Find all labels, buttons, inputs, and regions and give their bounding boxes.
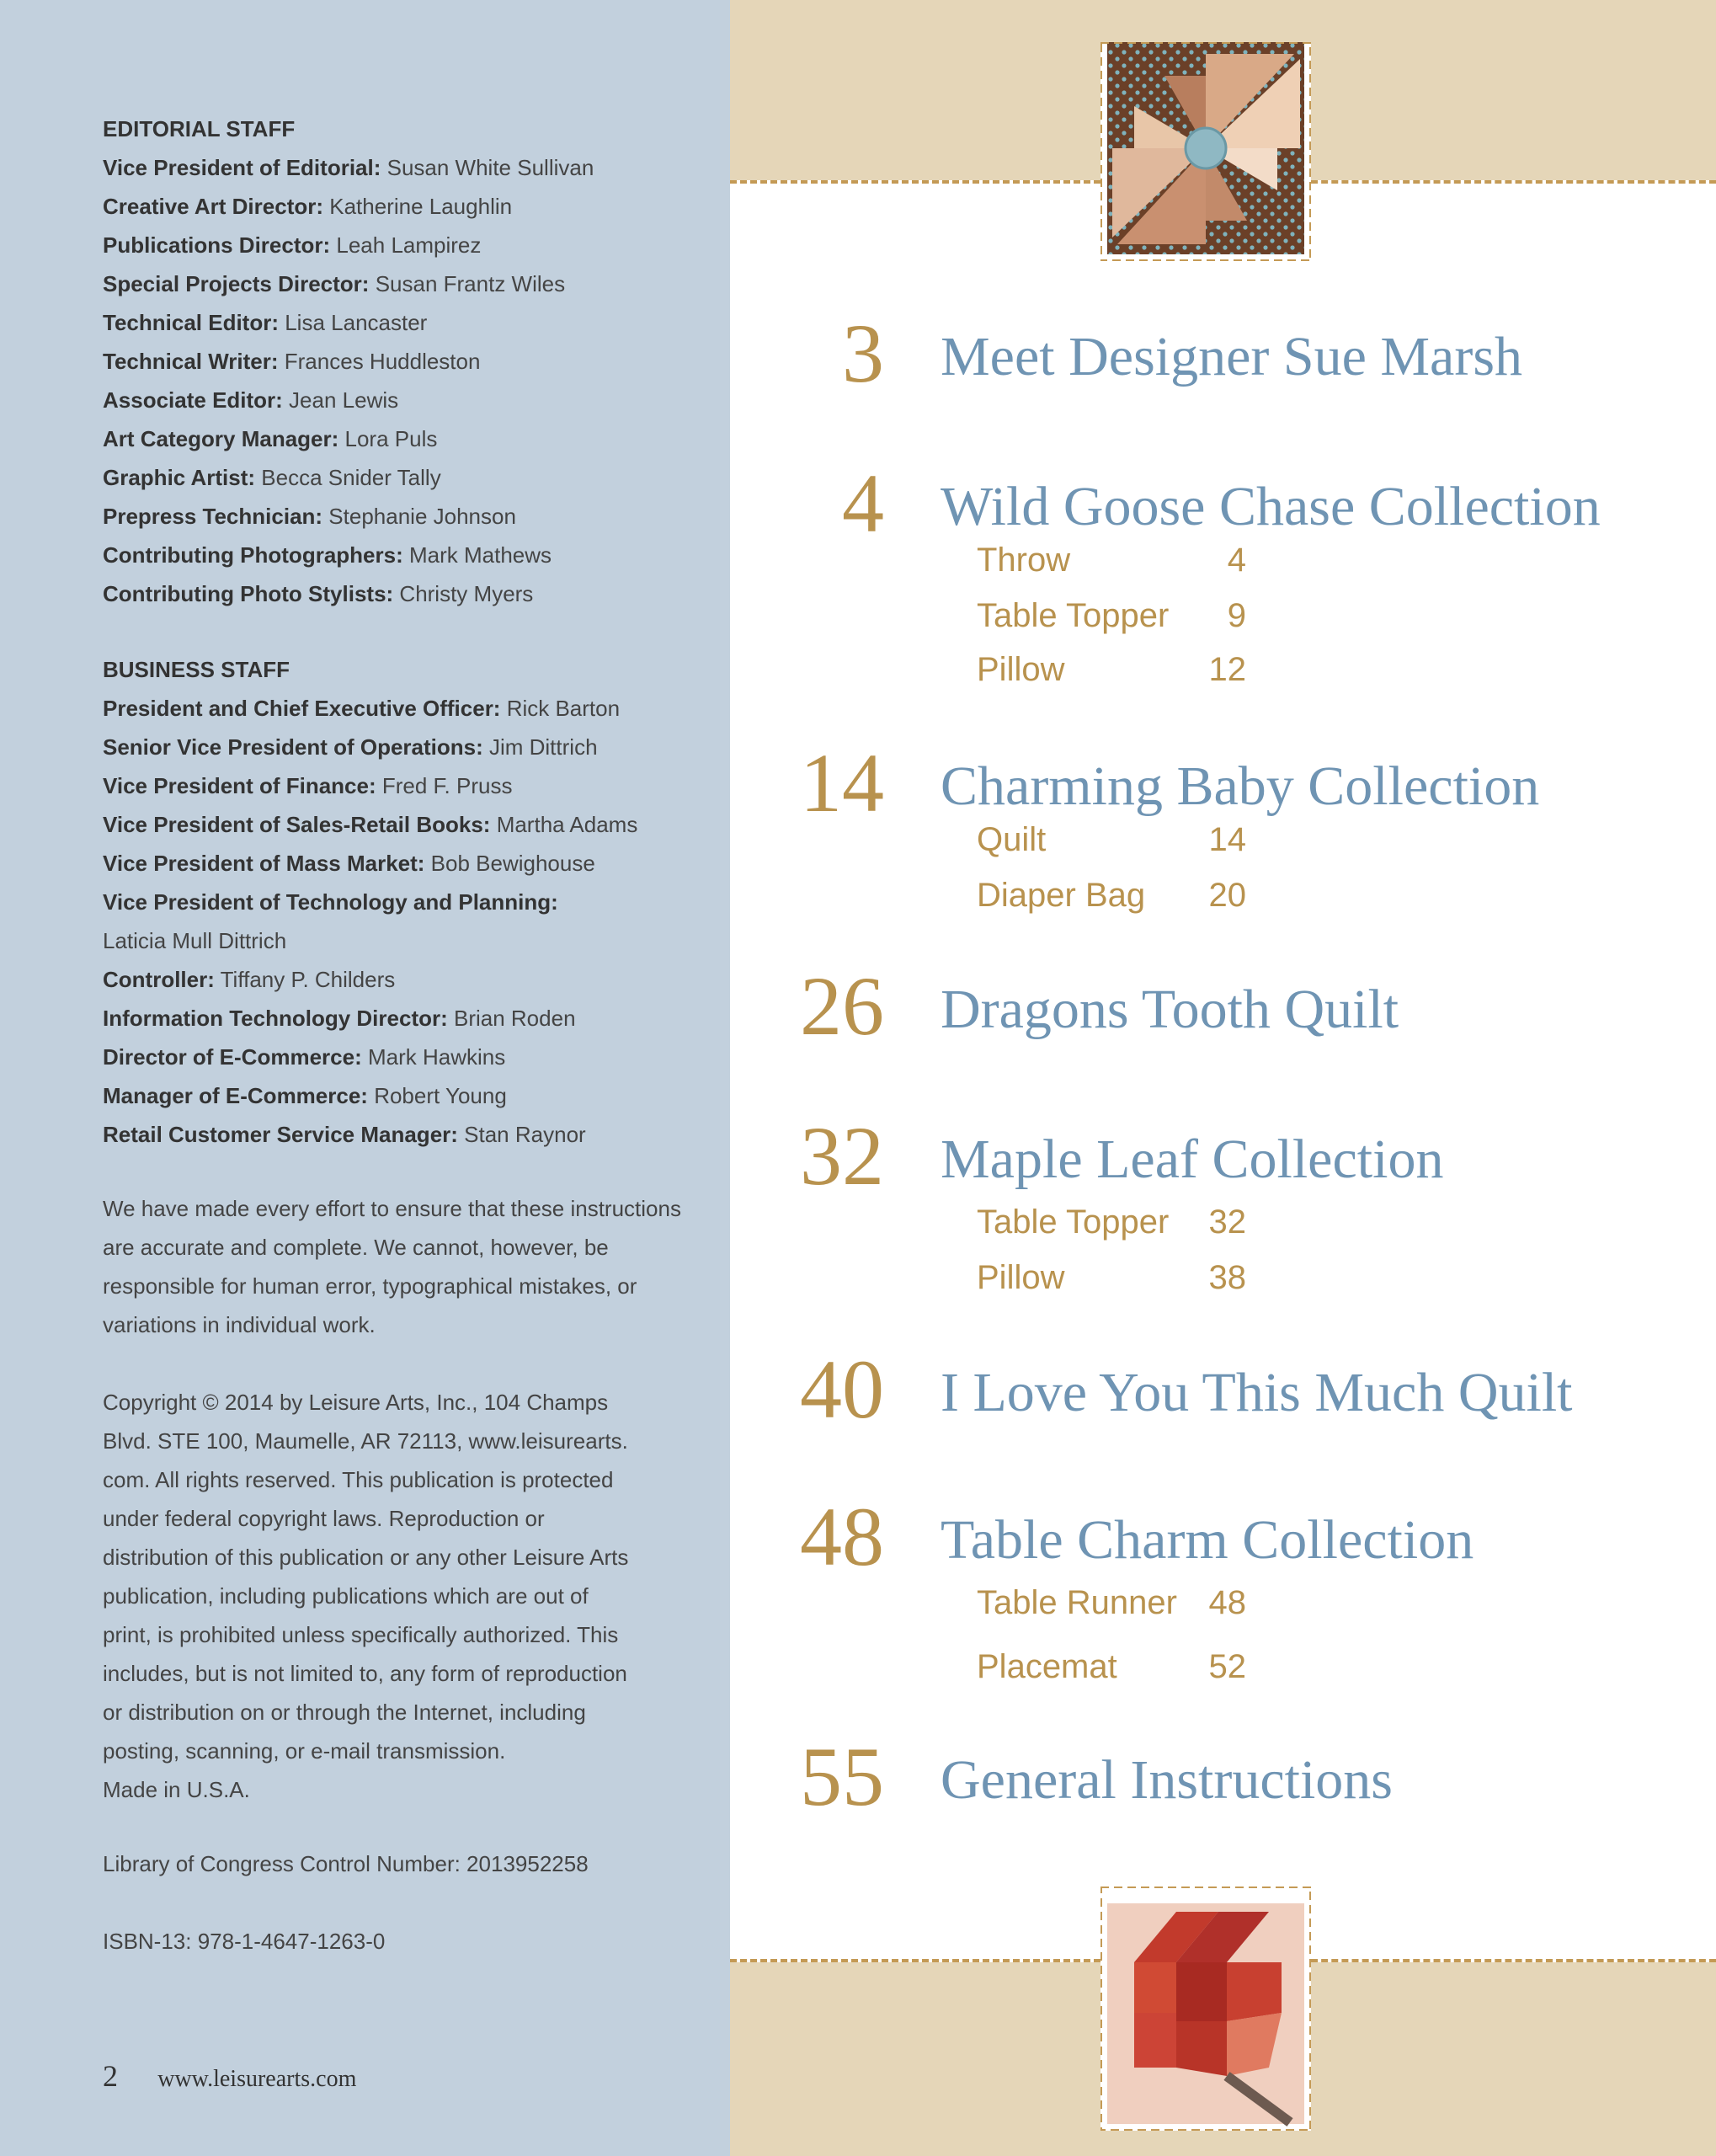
staff-person: Susan Frantz Wiles <box>369 271 566 296</box>
staff-role: Publications Director: <box>103 232 331 258</box>
staff-role: Retail Customer Service Manager: <box>103 1122 458 1147</box>
toc-subentry-page: 20 <box>1208 877 1246 914</box>
staff-line <box>103 381 709 419</box>
staff-role: Information Technology Director: <box>103 1006 448 1031</box>
staff-line <box>103 303 709 342</box>
staff-person: Lora Puls <box>338 426 438 451</box>
loc-number: Library of Congress Control Number: 2013952258 <box>103 1851 589 1876</box>
staff-person: Tiffany P. Childers <box>214 967 396 992</box>
staff-person: Mark Mathews <box>402 542 552 568</box>
staff-person: Martha Adams <box>490 812 638 837</box>
staff-role: Contributing Photographers: <box>103 542 403 568</box>
staff-line <box>103 574 709 613</box>
toc-subentry-label: Placemat <box>977 1648 1117 1685</box>
toc-page-number: 32 <box>800 1109 884 1203</box>
staff-role: Contributing Photo Stylists: <box>103 581 394 606</box>
staff-line <box>103 226 709 264</box>
staff-line <box>103 728 709 766</box>
toc-subentry-label: Quilt <box>977 821 1047 858</box>
toc-subentry-label: Table Runner <box>977 1584 1177 1621</box>
staff-person: Robert Young <box>367 1083 507 1108</box>
staff-role: Vice President of Mass Market: <box>103 851 425 876</box>
copyright-line: under federal copyright laws. Reproduction or <box>103 1506 545 1531</box>
staff-person: Becca Snider Tally <box>255 465 441 490</box>
copyright-line: distribution of this publication or any other Leisure Arts <box>103 1545 629 1570</box>
toc-subentry-page: 9 <box>1227 597 1246 634</box>
staff-line <box>103 921 709 960</box>
copyright-text <box>103 1383 684 1809</box>
copyright-line: print, is prohibited unless specifically authorized. This <box>103 1622 619 1647</box>
toc-title[interactable]: I Love You This Much Quilt <box>941 1362 1573 1423</box>
staff-line <box>103 960 709 999</box>
business-heading: BUSINESS STAFF <box>103 657 290 682</box>
staff-role: Art Category Manager: <box>103 426 339 451</box>
copyright-line: Blvd. STE 100, Maumelle, AR 72113, www.leisurearts. <box>103 1428 628 1454</box>
staff-role: Associate Editor: <box>103 387 283 413</box>
stitch-line <box>730 1959 1100 1962</box>
staff-line <box>103 766 709 805</box>
maple-leaf-quilt-block-image <box>1100 1886 1311 2131</box>
staff-line <box>103 497 709 536</box>
staff-person: Jim Dittrich <box>482 734 598 760</box>
toc-page-number: 4 <box>842 456 884 550</box>
staff-person: Susan White Sullivan <box>381 155 594 180</box>
toc-title[interactable]: General Instructions <box>941 1749 1393 1811</box>
toc-subentry[interactable] <box>977 539 1246 581</box>
toc-subentry-page: 4 <box>1227 542 1246 579</box>
toc-subentry-page: 38 <box>1208 1259 1246 1296</box>
staff-person: Lisa Lancaster <box>279 310 428 335</box>
staff-person: Christy Myers <box>393 581 534 606</box>
staff-role: Technical Editor: <box>103 310 279 335</box>
toc-subentry-page: 32 <box>1208 1203 1246 1241</box>
toc-subentry-page: 12 <box>1208 651 1246 688</box>
staff-role: Controller: <box>103 967 215 992</box>
isbn-number: ISBN-13: 978-1-4647-1263-0 <box>103 1929 386 1954</box>
staff-person: Leah Lampirez <box>330 232 482 258</box>
copyright-line: publication, including publications which are out of <box>103 1583 589 1609</box>
stitch-line <box>1311 1959 1716 1962</box>
disclaimer-text: We have made every effort to ensure that these instructions are accurate and complete. We cannot, however, be responsible for human error, typographical mistakes, or variations in individual work. <box>103 1196 681 1337</box>
staff-line <box>103 419 709 458</box>
toc-subentry[interactable] <box>977 1201 1246 1243</box>
toc-subentry-page: 14 <box>1208 821 1246 858</box>
staff-person: Laticia Mull Dittrich <box>103 928 287 953</box>
staff-role: Vice President of Technology and Planning: <box>103 889 558 915</box>
toc-page-number: 40 <box>800 1342 884 1436</box>
toc-subentry-label: Diaper Bag <box>977 877 1146 914</box>
copyright-line: Copyright © 2014 by Leisure Arts, Inc., 104 Champs <box>103 1390 609 1415</box>
staff-person: Stan Raynor <box>457 1122 586 1147</box>
toc-subentry-label: Pillow <box>977 1259 1065 1296</box>
toc-subentry-label: Pillow <box>977 651 1065 688</box>
staff-line <box>103 148 709 187</box>
staff-role: Creative Art Director: <box>103 194 324 219</box>
toc-title[interactable]: Dragons Tooth Quilt <box>941 979 1399 1040</box>
toc-subentry[interactable] <box>977 648 1246 691</box>
staff-role: Manager of E-Commerce: <box>103 1083 368 1108</box>
staff-panel <box>0 0 730 2156</box>
toc-title[interactable]: Table Charm Collection <box>941 1509 1474 1571</box>
staff-line <box>103 1115 709 1154</box>
website-link[interactable]: www.leisurearts.com <box>157 2066 357 2092</box>
pinwheel-quilt-block-image <box>1100 42 1311 261</box>
stitch-line <box>1311 180 1716 184</box>
staff-person: Jean Lewis <box>282 387 399 413</box>
staff-person: Katherine Laughlin <box>323 194 513 219</box>
toc-page-number: 3 <box>842 307 884 400</box>
staff-line <box>103 805 709 844</box>
staff-line <box>103 1038 709 1076</box>
staff-person: Fred F. Pruss <box>376 773 513 798</box>
staff-line <box>103 689 709 728</box>
toc-subentry[interactable] <box>977 595 1246 637</box>
staff-role: Special Projects Director: <box>103 271 370 296</box>
staff-line <box>103 536 709 574</box>
staff-line <box>103 458 709 497</box>
staff-role: Vice President of Finance: <box>103 773 376 798</box>
toc-page-number: 14 <box>800 736 884 830</box>
toc-subentry-page: 52 <box>1208 1648 1246 1685</box>
staff-role: Technical Writer: <box>103 349 279 374</box>
staff-line <box>103 844 709 883</box>
toc-title[interactable]: Charming Baby Collection <box>941 755 1540 817</box>
toc-subentry[interactable] <box>977 874 1246 916</box>
toc-subentry-label: Table Topper <box>977 1203 1170 1241</box>
contents-panel <box>730 0 1716 2156</box>
toc-page-number: 55 <box>800 1730 884 1823</box>
toc-page-number: 26 <box>800 959 884 1053</box>
copyright-line: includes, but is not limited to, any form of reproduction <box>103 1661 627 1686</box>
toc-subentry-label: Throw <box>977 542 1071 579</box>
staff-line <box>103 342 709 381</box>
copyright-line: Made in U.S.A. <box>103 1777 250 1802</box>
staff-person: Bob Bewighouse <box>424 851 595 876</box>
toc-subentry[interactable] <box>977 1582 1246 1624</box>
staff-line <box>103 1076 709 1115</box>
toc-subentry-label: Table Topper <box>977 597 1170 634</box>
staff-person: Mark Hawkins <box>361 1044 506 1070</box>
staff-person: Frances Huddleston <box>278 349 481 374</box>
staff-line <box>103 883 709 921</box>
copyright-line: posting, scanning, or e-mail transmission. <box>103 1738 506 1764</box>
stitch-line <box>730 180 1100 184</box>
staff-role: Prepress Technician: <box>103 504 323 529</box>
staff-line <box>103 264 709 303</box>
toc-title[interactable]: Maple Leaf Collection <box>941 1129 1444 1190</box>
copyright-line: or distribution on or through the Internet, including <box>103 1700 586 1725</box>
staff-person: Stephanie Johnson <box>322 504 516 529</box>
toc-title[interactable]: Wild Goose Chase Collection <box>941 476 1601 537</box>
editorial-heading: EDITORIAL STAFF <box>103 116 296 141</box>
page-number: 2 <box>103 2059 118 2093</box>
staff-role: Senior Vice President of Operations: <box>103 734 483 760</box>
toc-subentry[interactable] <box>977 1646 1246 1688</box>
toc-page-number: 48 <box>800 1490 884 1583</box>
copyright-line: com. All rights reserved. This publication is protected <box>103 1467 614 1492</box>
editorial-staff <box>103 109 709 613</box>
staff-role: Director of E-Commerce: <box>103 1044 362 1070</box>
toc-subentry[interactable] <box>977 819 1246 861</box>
staff-role: Vice President of Sales-Retail Books: <box>103 812 491 837</box>
business-staff <box>103 650 709 1154</box>
staff-person: Brian Roden <box>447 1006 576 1031</box>
staff-line <box>103 999 709 1038</box>
staff-role: President and Chief Executive Officer: <box>103 696 501 721</box>
toc-title[interactable]: Meet Designer Sue Marsh <box>941 326 1523 387</box>
page-footer <box>103 2058 356 2094</box>
toc-subentry[interactable] <box>977 1257 1246 1299</box>
staff-line <box>103 187 709 226</box>
staff-role: Graphic Artist: <box>103 465 256 490</box>
staff-person: Rick Barton <box>500 696 621 721</box>
staff-role: Vice President of Editorial: <box>103 155 381 180</box>
toc-subentry-page: 48 <box>1208 1584 1246 1621</box>
